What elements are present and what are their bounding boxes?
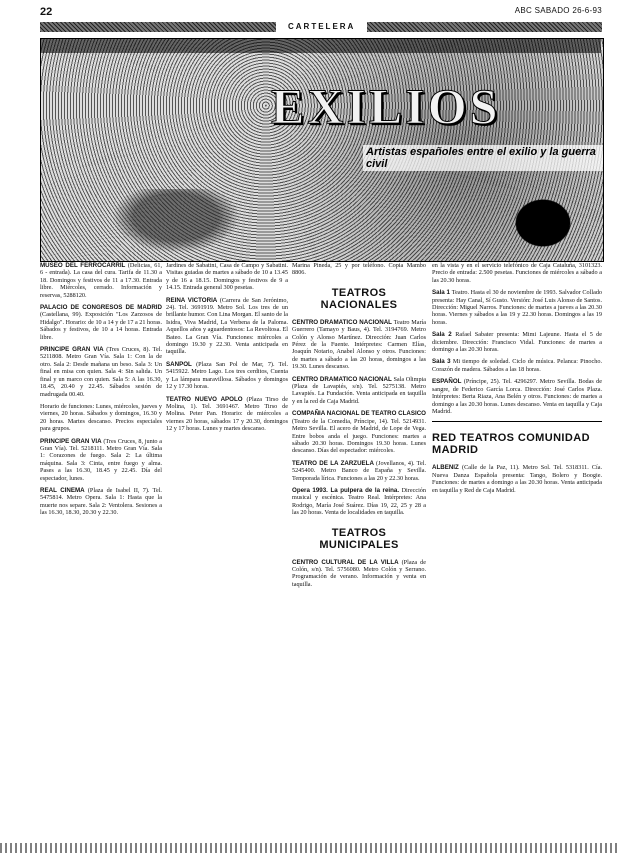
listing-entry — [166, 361, 288, 391]
listing-entry — [432, 262, 602, 284]
listing-entry — [40, 346, 162, 398]
listing-entry — [432, 289, 602, 326]
dateline: ABC SABADO 26-6-93 — [514, 6, 602, 15]
listing-entry — [292, 559, 426, 589]
banner-shadow-block — [41, 39, 601, 53]
banner-silhouette-icon — [515, 199, 585, 259]
listing-text: Jardines de Sabatini, Casa de Campo y Sabatini. Visitas guiadas de martes a sábado de 10 a 13.45 y de 16 a 18.15. Domingos y festivos de 9 a 14.15. Entrada general 300 pesetas. — [166, 262, 288, 292]
listing-entry — [40, 304, 162, 341]
divider — [432, 421, 602, 422]
listing-venue: ALBENIZ — [432, 464, 463, 472]
listing-venue: TEATRO DE LA ZARZUELA — [292, 459, 377, 467]
listing-entry — [292, 487, 426, 517]
listing-text: Rafael Sabater presenta: Mimi Lajeune. Hasta el 5 de diciembre. Dirección: Francisco Vidal. Funciones: de martes a domingo a las 20.30 horas. — [432, 331, 602, 354]
listing-entry — [432, 464, 602, 494]
listing-text: Horario de funciones: Lunes, miércoles, jueves y viernes, 20 horas. Sábados y domingos, 16.30 y 20 horas. Martes descanso. Precios especiales para grupos. — [40, 402, 162, 433]
listing-entry — [432, 331, 602, 353]
listing-venue: REINA VICTORIA — [166, 296, 220, 304]
listing-entry — [292, 319, 426, 371]
page-header — [40, 6, 602, 36]
listing-text: (Plaza San Pol de Mar, 7). Tel. 5415922. Metro Lago. Los tres cerditos, Cuenta y La lámpara maravillosa. Sábados y domingos 12 y 17.30 horas. — [166, 360, 288, 391]
listing-entry — [292, 460, 426, 482]
listing-entry — [40, 262, 162, 299]
listing-entry — [166, 262, 288, 292]
listing-text: en la vista y en el servicio telefónico de Caja Cataluña, 3101323. Precio de entrada: 2.500 pesetas. Funciones de miércoles a sábado a las 20.30 horas. — [432, 262, 602, 284]
listing-venue: PALACIO DE CONGRESOS DE MADRID — [40, 304, 162, 312]
listing-text: (Calle de la Paz, 11). Metro Sol. Tel. 5318311. Cía. Nueva Danza Española presenta: Tango, Bolero y Boogie. Funciones: de martes a domingo a las 20.30 horas. Venta anticipada en taquilla y Red de Caja Madrid. — [432, 464, 602, 494]
listing-venue: Sala 3 — [432, 358, 453, 366]
listing-entry — [40, 403, 162, 433]
listing-text: (Jovellanos, 4). Tel. 5245400. Metro Banco de España y Sevilla. Temporada lírica. Funciones a las 20 y 22.30 horas. — [292, 459, 426, 482]
listing-venue: PRINCIPE GRAN VIA — [40, 346, 107, 354]
banner-image — [40, 38, 604, 262]
column-3 — [292, 262, 426, 850]
section-label: CARTELERA — [276, 20, 367, 33]
listing-venue: Sala 1 — [432, 289, 452, 297]
listing-entry — [432, 378, 602, 415]
listing-text: (Plaza de Isabel II, 7). Tel. 5475814. Metro Opera. Sala 1: Hasta que la muerte nos separe. Sala 2: Ventolera. Sesiones a las 16.30, 18.30, 20.30 y 22.30. — [40, 486, 162, 517]
listing-text: (Carrera de San Jerónimo, 24). Tel. 3691919. Metro Sol. Los tres de un brillante humor. Con Lina Morgan. El santo de la Isidra, Viva Madrid, La Verbena de la Paloma. Aquellos años y aguardentosos: La Revoltosa. El Bateo. La Gran Vía. Funciones: miércoles a domingo 19.30 y 22.30. Venta anticipada en taquilla. — [166, 296, 288, 356]
listing-venue: CENTRO CULTURAL DE LA VILLA — [292, 558, 402, 566]
listing-text: Mi tiempo de soledad. Ciclo de música. Pelanca: Pinocho. Corazón de madera. Sábados a las 18 horas. — [432, 358, 602, 373]
listing-text: Teatro. Hasta el 30 de noviembre de 1993. Salvador Collado presenta: Hay Canal, Sí Gusto. Versión: José Luis Alonso de Santos. Dirección: Miguel Narros. Funciones: de martes a jueves a las 20.30 horas. Viernes y sábados a las 19 y 22.30 horas. Domingos a las 19 horas. — [432, 289, 602, 326]
listing-text: (Príncipe, 25). Tel. 4296297. Metro Sevilla. Bodas de sangre, de Federico García Lorca. Dirección: José Carlos Plaza. Intérpretes: Berta Riaza, Ana Belén y otros. Funciones: de martes a domingo a las 20.30 horas. Lunes descanso. Venta en taquilla y Caja Madrid. — [432, 378, 602, 415]
listing-entry — [432, 358, 602, 373]
listing-text: (Delicias, 61, 6 - entrada). La casa del cura. Tarifa de 11.30 a 18. Domingos y festivos de 11 a 17.30. Entrada libre. Miércoles, cerrado. Información y reservas, 5288120. — [40, 262, 162, 299]
listing-entry — [292, 376, 426, 406]
listing-entry — [166, 396, 288, 433]
listing-entry — [40, 438, 162, 482]
listing-text: (Plaza de Colón, s/n). Tel. 5756080. Metro Colón y Serrano. Programación de verano. Información y venta en taquilla. — [292, 558, 426, 588]
listing-text: (Teatro de la Comedia, Príncipe, 14). Tel. 5214931. Metro Sevilla. El acero de Madrid, de Lope de Vega. Entre bobos anda el juego. Funciones: martes a sábado 20.30 horas. Domingos 19.30 horas. Lunes descanso. Días del espectador: miércoles. — [292, 417, 426, 455]
listing-venue: COMPAÑIA NACIONAL DE TEATRO CLASICO — [292, 410, 426, 418]
listing-entry — [292, 410, 426, 454]
section-heading: RED TEATROS COMUNIDAD MADRID — [432, 432, 590, 457]
listing-venue: MUSEO DEL FERROCARRIL — [40, 262, 128, 269]
banner-title: EXILIOS — [271, 78, 501, 134]
page-number: 22 — [40, 6, 53, 18]
listing-text: (Plaza Tirso de Molina, 1). Tel. 3691467. Metro Tirso de Molina. Peter Pan. Horario: de miércoles a viernes 20 horas, sábados 17 y 20.30, domingos 12 y 17 horas. Lunes y martes descanso. — [166, 395, 288, 433]
listing-venue: ESPAÑOL — [432, 378, 464, 386]
listing-entry — [40, 487, 162, 517]
listing-venue: PRINCIPE GRAN VIA — [40, 437, 104, 445]
banner-photo-figure — [101, 189, 251, 259]
column-2 — [166, 262, 288, 850]
listing-venue: Opera 1993. La pulpera de la reina. — [292, 486, 402, 494]
listing-venue: CENTRO DRAMATICO NACIONAL — [292, 375, 394, 383]
section-heading: TEATROS MUNICIPALES — [319, 526, 399, 551]
listing-text: (Tres Cruces, 8, junto a Gran Vía). Tel. 5218111. Metro Gran Vía. Sala 1: Corazones de fuego. Sala 2: La última máquina. Sala 3: Cinta, entre fuego y alma. Pases a las 16.30, 18.45 y 22.45. Día del espectador, lunes. — [40, 437, 162, 482]
listing-text: Teatro María Guerrero (Tamayo y Baus, 4). Tel. 3194769. Metro Colón y Alonso Martínez. Dirección: Juan Carlos Pérez de la Fuente. Intérpretes: Carmen Elías, Joaquín Notario, Anabel Alonso y otros. Funciones: de martes a sábado a las 20 horas, domingos a las 19.30. Lunes descanso. — [292, 318, 426, 371]
listing-venue: REAL CINEMA — [40, 486, 88, 494]
column-4 — [432, 262, 602, 850]
listing-text: Dirección musical y escénica. Teatro Real. Intérpretes: Ana Rodrigo, María José Suárez. Días 19, 22, 25 y 28 a las 20 horas. Venta de localidades en taquilla. — [292, 486, 426, 517]
section-heading: TEATROS NACIONALES — [320, 286, 398, 311]
listing-venue: CENTRO DRAMATICO NACIONAL — [292, 318, 394, 326]
listing-entry — [166, 297, 288, 356]
column-1 — [40, 262, 162, 850]
listing-text: (Castellana, 99). Exposición "Los Zarzosos de Hidalgo". Horario: de 10 a 14 y de 17 a 21 horas. Sábados y festivos, de 10 a 14 horas. Entrada libre. — [40, 311, 162, 341]
listing-tail: Marina Pineda, 25 y por teléfono. Copia Mambo 8806. — [292, 262, 426, 277]
banner-subtitle: Artistas españoles entre el exilio y la guerra civil — [363, 145, 603, 171]
listing-venue: TEATRO NUEVO APOLO — [166, 395, 247, 403]
footer-rule — [0, 843, 620, 853]
listing-venue: Sala 2 — [432, 331, 456, 339]
listing-text: Sala Olimpia (Plaza de Lavapiés, s/n). Tel. 5275138. Metro Lavapiés. La Fundación. Venta anticipada en taquilla y en la red de Caja Madrid. — [292, 375, 426, 405]
listing-venue: SANPOL — [166, 360, 197, 368]
listing-text: (Tres Cruces, 8). Tel. 5211808. Metro Gran Vía. Sala 1: Con la de otro. Sala 2: Desde mañana un beso. Sala 3: Un final en misa con quien. Sala 4: Sin salida. Un final y un marco con quien. Sala 5: A las 16.30, 18.45, 20.40 y 22.45. Sábados sesión de madrugada 00.40. — [40, 346, 162, 398]
